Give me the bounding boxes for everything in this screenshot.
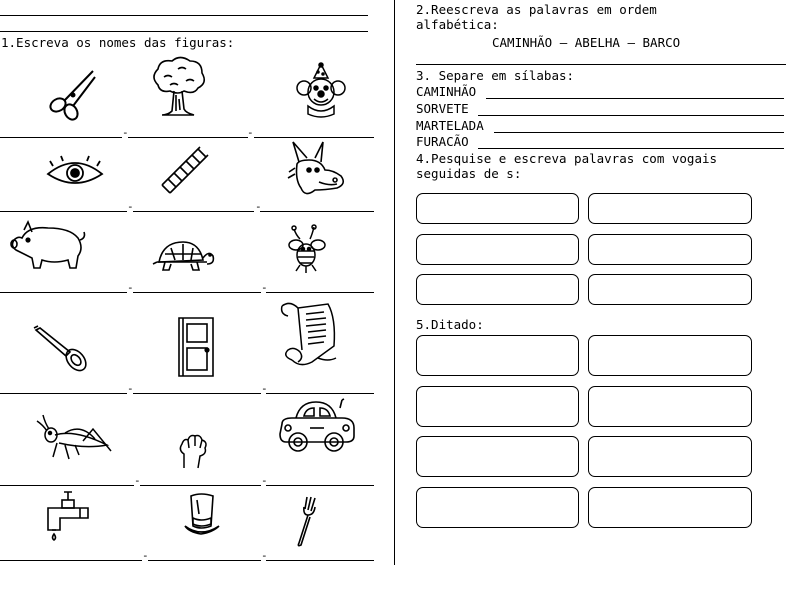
dash-mark: - bbox=[261, 474, 268, 487]
answer-line[interactable] bbox=[0, 393, 127, 394]
question-3-title: 3. Separe em sílabas: bbox=[416, 68, 575, 83]
question-1-title: 1.Escreva os nomes das figuras: bbox=[1, 35, 235, 50]
answer-line[interactable] bbox=[266, 292, 374, 293]
scroll-icon bbox=[278, 300, 340, 370]
dash-mark: - bbox=[127, 281, 134, 294]
column-divider bbox=[394, 0, 395, 565]
ladder-icon bbox=[160, 145, 215, 195]
dictation-box[interactable] bbox=[416, 436, 579, 477]
answer-line[interactable] bbox=[148, 560, 261, 561]
syllable-word: FURACÃO bbox=[416, 134, 469, 149]
dash-mark: - bbox=[261, 382, 268, 395]
door-icon bbox=[177, 316, 215, 378]
answer-line[interactable] bbox=[0, 292, 127, 293]
answer-line[interactable] bbox=[0, 211, 127, 212]
tree-icon bbox=[148, 55, 208, 117]
bee-icon bbox=[286, 225, 328, 275]
hand-icon bbox=[178, 432, 208, 470]
dash-mark: - bbox=[122, 126, 129, 139]
answer-line[interactable] bbox=[133, 211, 254, 212]
top-rule-2 bbox=[0, 31, 368, 32]
top-rule-1 bbox=[0, 15, 368, 16]
answer-box[interactable] bbox=[416, 234, 579, 265]
answer-line[interactable] bbox=[0, 485, 134, 486]
dictation-box[interactable] bbox=[416, 335, 579, 376]
turtle-icon bbox=[153, 240, 215, 274]
answer-line[interactable] bbox=[266, 393, 374, 394]
dictation-box[interactable] bbox=[588, 436, 752, 477]
answer-box[interactable] bbox=[416, 274, 579, 305]
answer-box[interactable] bbox=[588, 234, 752, 265]
clown-icon bbox=[294, 64, 349, 119]
dash-mark: - bbox=[127, 200, 134, 213]
donkey-icon bbox=[285, 140, 347, 200]
eye-icon bbox=[45, 158, 105, 188]
hat-icon bbox=[183, 492, 221, 540]
dash-mark: - bbox=[142, 549, 149, 562]
dictation-box[interactable] bbox=[588, 386, 752, 427]
question-4-title: 4.Pesquise e escreva palavras com vogais seguidas de s: bbox=[416, 151, 718, 181]
syllable-word: SORVETE bbox=[416, 101, 469, 116]
dictation-box[interactable] bbox=[588, 335, 752, 376]
answer-box[interactable] bbox=[416, 193, 579, 224]
answer-line[interactable] bbox=[133, 292, 261, 293]
answer-line[interactable] bbox=[486, 98, 784, 99]
trumpet-icon bbox=[32, 326, 87, 374]
dash-mark: - bbox=[255, 200, 262, 213]
dash-mark: - bbox=[127, 382, 134, 395]
answer-line[interactable] bbox=[0, 560, 142, 561]
dash-mark: - bbox=[261, 281, 268, 294]
question-2-title: 2.Reescreva as palavras em ordem alfabética: bbox=[416, 2, 657, 32]
dictation-box[interactable] bbox=[588, 487, 752, 528]
dictation-box[interactable] bbox=[416, 386, 579, 427]
answer-line[interactable] bbox=[478, 115, 784, 116]
answer-line[interactable] bbox=[254, 137, 374, 138]
pig-icon bbox=[8, 220, 86, 272]
faucet-icon bbox=[40, 490, 92, 545]
syllable-word: MARTELADA bbox=[416, 118, 484, 133]
car-icon bbox=[276, 398, 358, 460]
answer-line[interactable] bbox=[140, 485, 261, 486]
question-2-words: CAMINHÃO – ABELHA – BARCO bbox=[492, 35, 681, 50]
answer-box[interactable] bbox=[588, 274, 752, 305]
answer-line[interactable] bbox=[133, 393, 261, 394]
answer-line[interactable] bbox=[478, 148, 784, 149]
answer-line[interactable] bbox=[266, 560, 374, 561]
answer-line[interactable] bbox=[494, 132, 784, 133]
answer-line[interactable] bbox=[416, 64, 786, 65]
answer-line[interactable] bbox=[266, 485, 374, 486]
answer-line[interactable] bbox=[128, 137, 248, 138]
scissors-icon bbox=[45, 67, 100, 122]
dash-mark: - bbox=[261, 549, 268, 562]
question-5-title: 5.Ditado: bbox=[416, 317, 484, 332]
dash-mark: - bbox=[134, 474, 141, 487]
answer-line[interactable] bbox=[0, 137, 122, 138]
syllable-word: CAMINHÃO bbox=[416, 84, 477, 99]
dash-mark: - bbox=[247, 126, 254, 139]
answer-line[interactable] bbox=[260, 211, 374, 212]
answer-box[interactable] bbox=[588, 193, 752, 224]
grasshopper-icon bbox=[35, 415, 113, 463]
dictation-box[interactable] bbox=[416, 487, 579, 528]
fork-icon bbox=[293, 495, 319, 547]
